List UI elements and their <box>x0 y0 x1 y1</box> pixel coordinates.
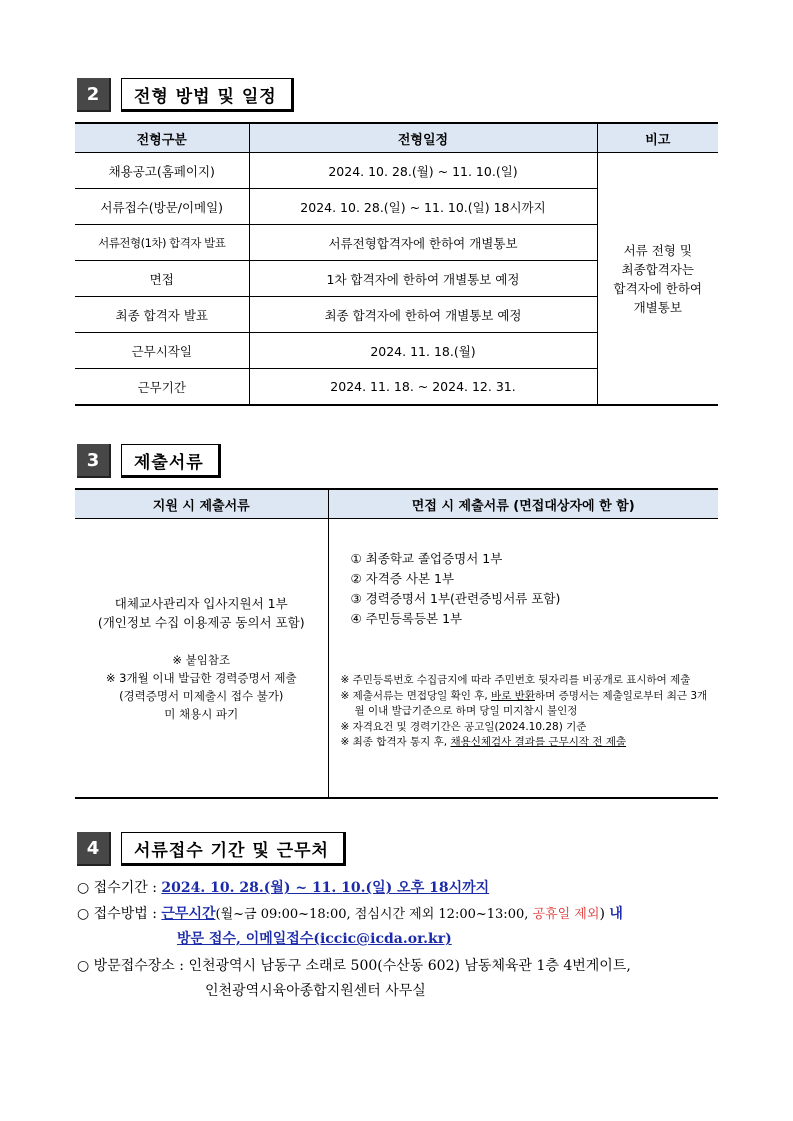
place-value: 인천광역시 남동구 소래로 500(수산동 602) 남동체육관 1층 4번게이트, <box>188 958 631 974</box>
stage-cell: 채용공고(홈페이지) <box>75 153 249 189</box>
note-line: ※ 붙임참조 <box>172 652 231 667</box>
note-line: (경력증명서 미제출시 접수 불가) <box>119 688 284 703</box>
visit-location <box>77 955 631 975</box>
note-line: ※ 자격요건 및 경력기간은 공고일(2024.10.28) 기준 <box>340 720 587 733</box>
section-title: 제출서류 <box>121 444 221 478</box>
header-stage: 전형구분 <box>75 123 249 153</box>
section-title: 서류접수 기간 및 근무처 <box>121 832 346 866</box>
doc-item: ④ 주민등록등본 1부 <box>350 611 463 626</box>
doc-line: (개인정보 수집 이용제공 동의서 포함) <box>97 614 305 630</box>
stage-cell: 최종 합격자 발표 <box>75 297 249 333</box>
schedule-cell: 2024. 11. 18. ~ 2024. 12. 31. <box>249 369 597 406</box>
section-number: 2 <box>77 78 111 112</box>
schedule-cell: 2024. 11. 18.(월) <box>249 333 597 369</box>
method-label: ○ 접수방법 : <box>77 906 162 922</box>
section-3-heading <box>77 444 221 478</box>
remark-cell <box>597 153 718 406</box>
application-method: ○ 접수방법 : 근무시간(월~금 09:00~18:00, 점심시간 제외 12:00~13:00, 공휴일 제외) 내 <box>77 906 623 922</box>
stage-cell: 근무시작일 <box>75 333 249 369</box>
doc-line: 대체교사관리자 입사지원서 1부 <box>114 595 288 611</box>
documents-table <box>75 488 718 799</box>
schedule-cell: 2024. 10. 28.(일) ~ 11. 10.(일) 18시까지 <box>249 189 597 225</box>
place-label: ○ 방문접수장소 : <box>77 958 189 974</box>
header-schedule: 전형일정 <box>249 123 597 153</box>
note-line: ※ 최종 합격자 통지 후, 채용신체검사 결과를 근무시작 전 제출 <box>340 736 627 748</box>
table-header-row <box>75 123 718 153</box>
note-line: ※ 제출서류는 면접당일 확인 후, 바로 반환하며 증명서는 제출일로부터 최근 3개월 이내 발급기준으로 하며 당일 미지참시 불인정 <box>340 689 708 717</box>
doc-item: ① 최종학교 졸업증명서 1부 <box>350 551 503 566</box>
table-header-row <box>75 489 718 519</box>
stage-cell: 서류접수(방문/이메일) <box>75 189 249 225</box>
remark-line: 합격자에 한하여 <box>613 280 702 296</box>
application-method-line2: 방문 접수, 이메일접수(iccic@icda.or.kr) <box>177 931 452 947</box>
note-line: 미 채용시 파기 <box>164 706 239 721</box>
section-number: 3 <box>77 444 111 478</box>
interview-docs-cell <box>328 519 718 799</box>
schedule-cell: 서류전형합격자에 한하여 개별통보 <box>249 225 597 261</box>
header-application-docs: 지원 시 제출서류 <box>75 489 328 519</box>
remark-line: 서류 전형 및 <box>623 242 692 258</box>
schedule-cell: 최종 합격자에 한하여 개별통보 예정 <box>249 297 597 333</box>
header-remark: 비고 <box>597 123 718 153</box>
application-period <box>77 877 489 897</box>
remark-line: 최종합격자는 <box>621 261 694 277</box>
stage-cell: 근무기간 <box>75 369 249 406</box>
header-interview-docs: 면접 시 제출서류 (면접대상자에 한 함) <box>328 489 718 519</box>
doc-item: ② 자격증 사본 1부 <box>350 571 455 586</box>
period-value: 2024. 10. 28.(월) ~ 11. 10.(일) 오후 18시까지 <box>161 880 490 896</box>
schedule-cell: 2024. 10. 28.(월) ~ 11. 10.(일) <box>249 153 597 189</box>
stage-cell: 서류전형(1차) 합격자 발표 <box>75 225 249 261</box>
section-2-heading <box>77 78 294 112</box>
period-label: ○ 접수기간 : <box>77 880 162 896</box>
note-line: ※ 주민등록번호 수집금지에 따라 주민번호 뒷자리를 비공개로 표시하여 제출 <box>340 674 691 686</box>
section-number: 4 <box>77 832 111 866</box>
remark-line: 개별통보 <box>633 299 682 315</box>
stage-cell: 면접 <box>75 261 249 297</box>
table-row <box>75 519 718 799</box>
schedule-table <box>75 122 718 406</box>
table-row <box>75 153 718 189</box>
note-line: ※ 3개월 이내 발급한 경력증명서 제출 <box>105 670 297 685</box>
schedule-cell: 1차 합격자에 한하여 개별통보 예정 <box>249 261 597 297</box>
section-title: 전형 방법 및 일정 <box>121 78 294 112</box>
section-4-heading <box>77 832 346 866</box>
visit-location-line2: 인천광역시육아종합지원센터 사무실 <box>205 983 426 999</box>
application-docs-cell <box>75 519 328 799</box>
doc-item: ③ 경력증명서 1부(관련증빙서류 포함) <box>350 591 561 606</box>
